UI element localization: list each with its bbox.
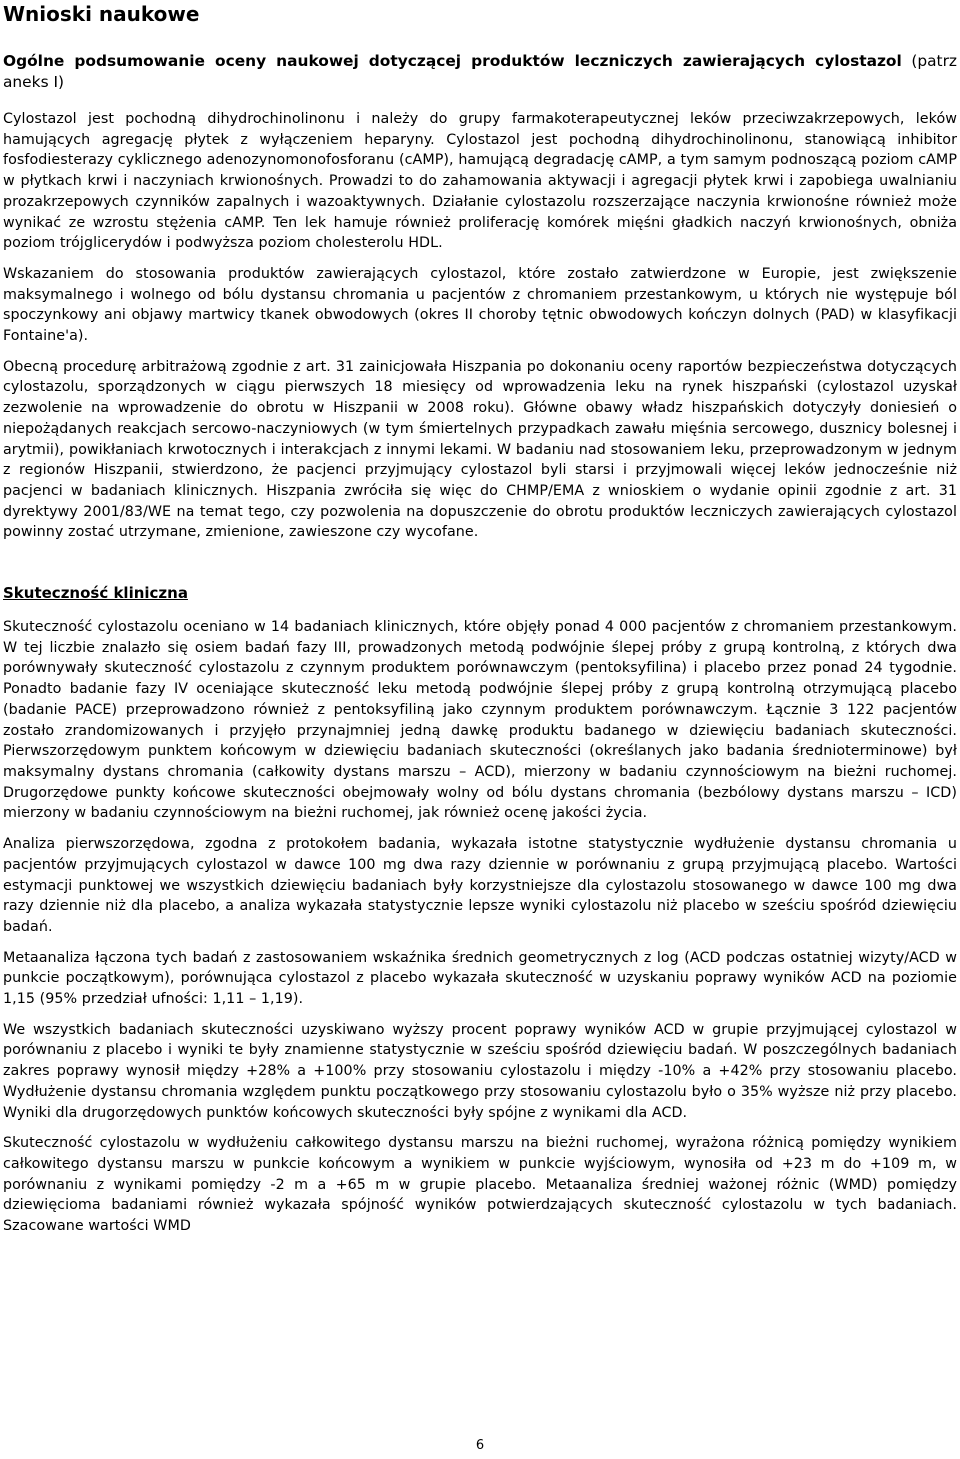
section-paragraph-2: Analiza pierwszorzędowa, zgodna z protokołem badania, wykazała istotne statystycznie wydłużenie dystansu chromania u pacjentów przyjmujących cylostazol w dawce 100 mg dwa razy dziennie w porównaniu z grupą przyjmującą placebo. Wartości estymacji punktowej we wszystkich dziewięciu badaniach były korzystniejsze dla cylostazolu stosowanego w dawce 100 mg dwa razy dziennie niż dla placebo, a analiza wykazała statystycznie lepsze wyniki cylostazolu niż placebo w sześciu spośród dziewięciu badań. [3, 836, 957, 935]
section-paragraph-1: Skuteczność cylostazolu oceniano w 14 badaniach klinicznych, które objęły ponad 4 000 pacjentów z chromaniem przestankowym. W tej liczbie znalazło się osiem badań fazy III, prowadzonych metodą podwójnie ślepej próby z grupą kontrolną, z których dwa porównywały skuteczność cylostazolu z czynnym produktem porównawczym (pentoksyfilina) i placebo przez ponad 24 tygodnie. Ponadto badanie fazy IV oceniające skuteczność leku metodą podwójnie ślepej próby z grupą kontrolną otrzymującą placebo (badanie PACE) przeprowadzono również z pentoksyfiliną jako czynnym produktem porównawczym. Łącznie 3 122 pacjentów zostało zrandomizowanych i przyjęło przynajmniej jedną dawkę produktu badanego w dziewięciu badaniach skuteczności. Pierwszorzędowym punktem końcowym w dziewięciu badaniach skuteczności (określanych jako badania średnioterminowe) był maksymalny dystans chromania (całkowity dystans marszu – ACD), mierzony w badaniu czynnościowym na bieżni ruchomej. Drugorzędowe punkty końcowe skuteczności obejmowały wolny od bólu dystans chromania (bezbólowy dystans marszu – ICD) mierzony w badaniu czynnościowym na bieżni ruchomej, jak również ocenę jakości życia. [3, 619, 957, 822]
intro-paragraph-3: Obecną procedurę arbitrażową zgodnie z art. 31 zainicjowała Hiszpania po dokonaniu oceny raportów bezpieczeństwa dotyczących cylostazolu, sporządzonych w ciągu pierwszych 18 miesięcy od wprowadzenia leku na rynek hiszpański (cylostazol uzyskał zezwolenie na wprowadzenie do obrotu w Hiszpanii w 2008 roku). Główne obawy władz hiszpańskich dotyczyły doniesień o niepożądanych reakcjach sercowo-naczyniowych (w tym śmiertelnych przypadkach zawału mięśnia sercowego, dusznicy bolesnej i arytmii), powikłaniach krwotocznych i interakcjach z innymi lekami. W badaniu nad stosowaniem leku, przeprowadzonym w jednym z regionów Hiszpanii, stwierdzono, że pacjenci przyjmujący cylostazol byli starsi i przyjmowali więcej leków jednocześnie niż pacjenci w badaniach klinicznych. Hiszpania zwróciła się więc do CHMP/EMA z wnioskiem o wydanie opinii zgodnie z art. 31 dyrektywy 2001/83/WE na temat tego, czy pozwolenia na dopuszczenie do obrotu produktów leczniczych zawierających cylostazol powinny zostać utrzymane, zmienione, zawieszone czy wycofane. [3, 358, 957, 541]
intro-paragraph-1: Cylostazol jest pochodną dihydrochinolinonu i należy do grupy farmakoterapeutycznej leków przeciwzakrzepowych, leków hamujących agregację płytek z wyłączeniem heparyny. Cylostazol jest pochodną dihydrochinolinonu, stanowiącą inhibitor fosfodiesterazy cyklicznego adenozynomonofosforanu (cAMP), hamującą degradację cAMP, a tym samym podnoszącą poziom cAMP w płytkach krwi i naczyniach krwionośnych. Prowadzi to do zahamowania aktywacji i agregacji płytek krwi i zapobiega uwalnianiu prozakrzepowych czynników zapalnych i wazoaktywnych. Działanie cylostazolu rozszerzające naczynia krwionośne również może wynikać ze wzrostu stężenia cAMP. Ten lek hamuje również proliferację komórek mięśni gładkich naczyń krwionośnych, obniża poziom trójglicerydów i podwyższa poziom cholesterolu HDL. [3, 111, 957, 252]
document-subtitle [3, 51, 957, 93]
section-heading-clinical-efficacy: Skuteczność kliniczna [3, 584, 188, 603]
section-paragraph-4: We wszystkich badaniach skuteczności uzyskiwano wyższy procent poprawy wyników ACD w grupie przyjmującej cylostazol w porównaniu z placebo i wyniki te były znamienne statystycznie w sześciu spośród dziewięciu badań. W poszczególnych badaniach zakres poprawy wynosił między +28% a +100% przy stosowaniu cylostazolu i między -10% a +42% przy stosowaniu placebo. Wydłużenie dystansu chromania względem punktu początkowego przy stosowaniu cylostazolu było o 35% wyższe niż przy placebo. Wyniki dla drugorzędowych punktów końcowych skuteczności były spójne z wynikami dla ACD. [3, 1021, 957, 1121]
page-title: Wnioski naukowe [3, 2, 200, 26]
section-paragraph-5: Skuteczność cylostazolu w wydłużeniu całkowitego dystansu marszu na bieżni ruchomej, wyrażona różnicą pomiędzy wynikiem całkowitego dystansu marszu w punkcie końcowym a wynikiem w punkcie wyjściowym, wynosiła od +23 m do +109 m, w porównaniu z wynikami pomiędzy -2 m a +65 m w grupie placebo. Metaanaliza średniej ważonej różnic (WMD) pomiędzy dziewięcioma badaniami również wykazała spójność wyników potwierdzających skuteczność cylostazolu w tych badaniach. Szacowane wartości WMD [3, 1135, 957, 1235]
intro-paragraph-2: Wskazaniem do stosowania produktów zawierających cylostazol, które zostało zatwierdzone w Europie, jest zwiększenie maksymalnego i wolnego od bólu dystansu chromania u pacjentów z chromaniem przestankowym, u których nie występuje ból spoczynkowy ani objawy martwicy tkanek obwodowych (okres II choroby tętnic obwodowych kończyn dolnych (PAD) w klasyfikacji Fontaine'a). [3, 265, 957, 345]
section-paragraph-3: Metaanaliza łączona tych badań z zastosowaniem wskaźnika średnich geometrycznych z log (ACD podczas ostatniej wizyty/ACD w punkcie początkowym), porównująca cylostazol z placebo wykazała skuteczność w uzyskaniu poprawy wyników ACD na poziomie 1,15 (95% przedział ufności: 1,11 – 1,19). [3, 949, 957, 1008]
page-number: 6 [475, 1438, 485, 1453]
document-page [3, 0, 957, 1237]
subtitle-annex-reference: (patrz aneks I) [3, 52, 957, 91]
subtitle-bold-text: Ogólne podsumowanie oceny naukowej dotyczącej produktów leczniczych zawierających cylostazol [3, 52, 902, 70]
